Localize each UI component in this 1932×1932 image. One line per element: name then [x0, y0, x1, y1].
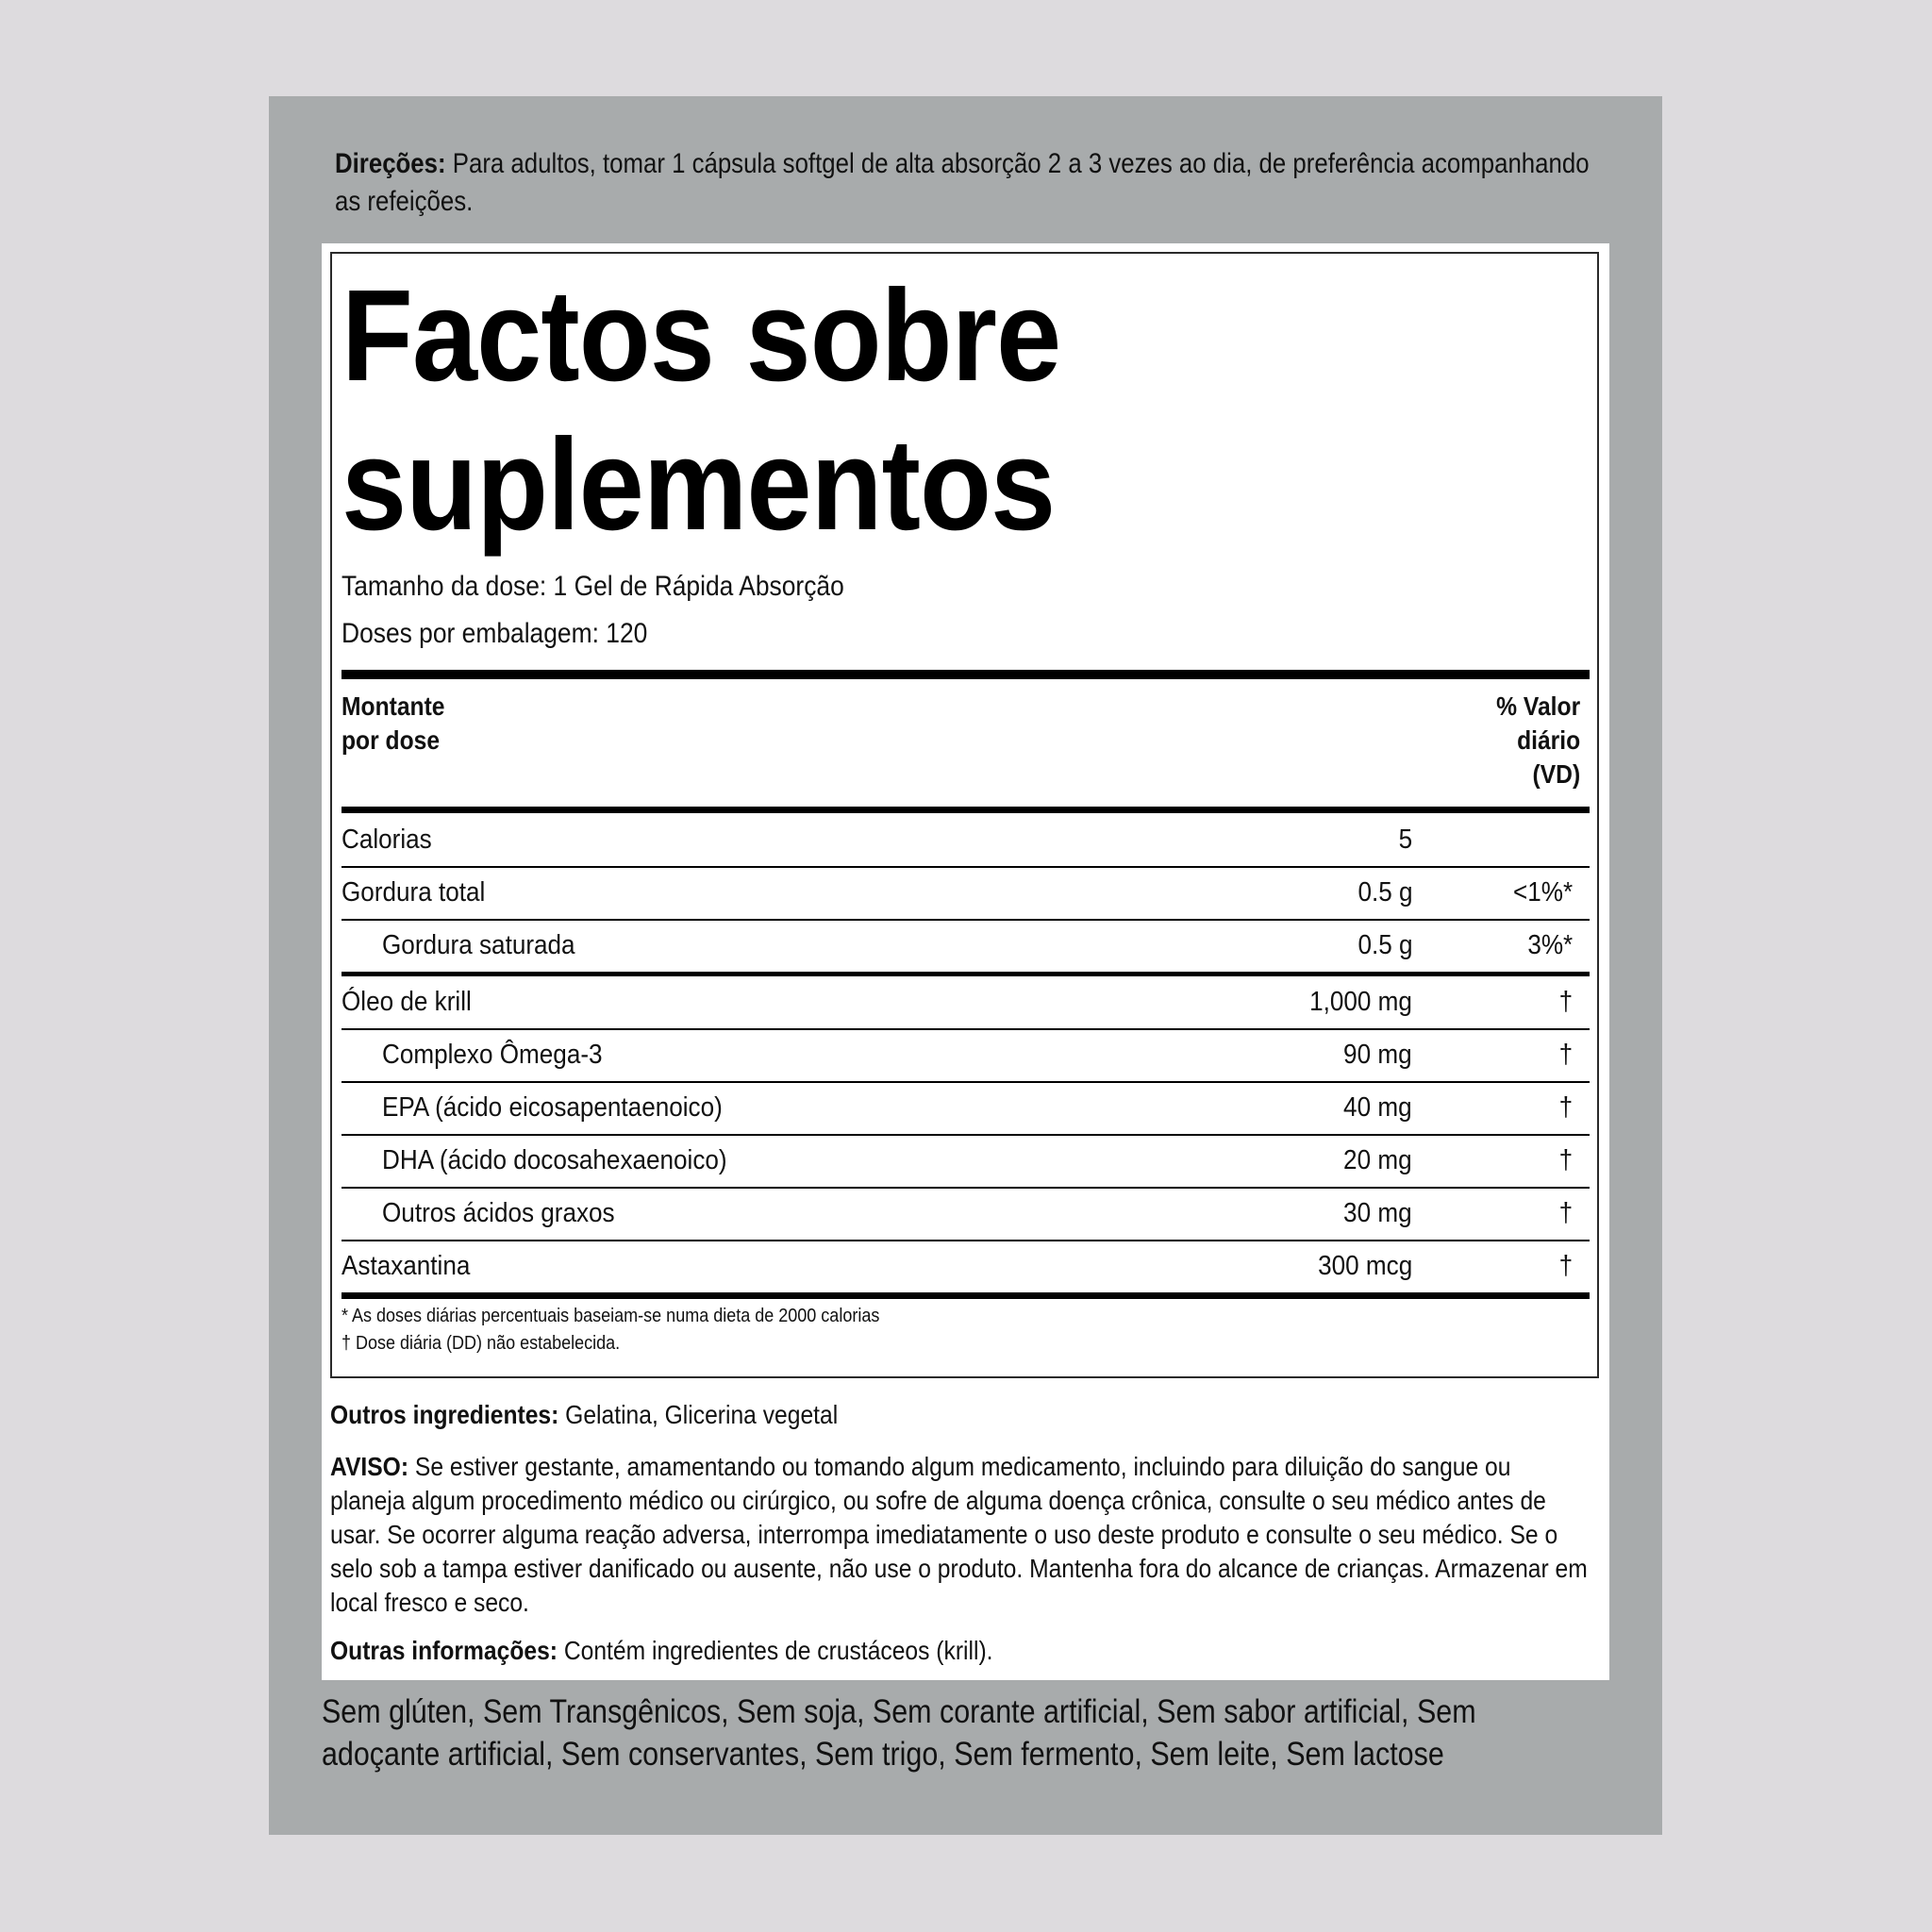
nutrient-dv: † — [1558, 987, 1573, 1017]
nutrient-amount: 0.5 g — [1357, 930, 1412, 960]
nutrient-dv: <1%* — [1512, 877, 1573, 908]
amount-per-serving-header — [341, 690, 445, 758]
other-information — [330, 1634, 1592, 1668]
directions-label: Direções: — [335, 148, 446, 179]
warning-label: AVISO: — [330, 1452, 409, 1481]
warning-text — [330, 1450, 1592, 1620]
nutrient-row — [341, 866, 1590, 919]
facts-title-line1: Factos sobre — [341, 263, 1061, 408]
nutrient-amount: 20 mg — [1343, 1145, 1412, 1175]
nutrient-name: Gordura saturada — [382, 930, 575, 960]
other-ingredients — [330, 1398, 1592, 1432]
nutrient-name: Gordura total — [341, 877, 486, 908]
supplement-facts-box — [330, 252, 1599, 1378]
facts-title-line2: suplementos — [341, 412, 1056, 558]
nutrient-name: Calorias — [341, 824, 432, 855]
daily-value-header — [1496, 690, 1580, 791]
header-left-line1: Montante — [341, 691, 445, 721]
other-information-label: Outras informações: — [330, 1636, 558, 1665]
nutrient-dv: † — [1558, 1251, 1573, 1281]
nutrient-dv: 3%* — [1527, 930, 1573, 960]
nutrient-dv: † — [1558, 1092, 1573, 1123]
medium-rule — [341, 1292, 1590, 1299]
nutrient-row — [341, 919, 1590, 972]
nutrient-amount: 1,000 mg — [1309, 987, 1412, 1017]
nutrient-dv: † — [1558, 1198, 1573, 1228]
facts-title — [341, 261, 1445, 559]
directions-body: Para adultos, tomar 1 cápsula softgel de alta absorção 2 a 3 vezes ao dia, de preferência acompanhando as refeições. — [335, 148, 1590, 217]
nutrient-amount: 300 mcg — [1317, 1251, 1412, 1281]
nutrient-row — [341, 1028, 1590, 1081]
nutrient-name: Complexo Ômega-3 — [382, 1040, 603, 1070]
directions-text — [335, 145, 1601, 221]
servings-per-container: Doses por embalagem: 120 — [341, 618, 648, 649]
other-ingredients-label: Outros ingredientes: — [330, 1400, 559, 1429]
serving-size: Tamanho da dose: 1 Gel de Rápida Absorção — [341, 571, 844, 602]
nutrient-row — [341, 1187, 1590, 1240]
nutrient-name: Outros ácidos graxos — [382, 1198, 615, 1228]
footnotes — [341, 1303, 879, 1357]
nutrient-amount: 40 mg — [1343, 1092, 1412, 1123]
nutrient-row — [341, 975, 1590, 1028]
nutrient-dv: † — [1558, 1040, 1573, 1070]
nutrient-name: EPA (ácido eicosapentaenoico) — [382, 1092, 723, 1123]
medium-rule — [341, 807, 1590, 813]
label-white-box — [322, 243, 1609, 1680]
other-information-text: Contém ingredientes de crustáceos (krill). — [557, 1636, 993, 1665]
footnote-dagger: † Dose diária (DD) não estabelecida. — [341, 1333, 621, 1354]
header-right-line2: diário — [1516, 725, 1580, 755]
label-panel — [269, 96, 1662, 1835]
nutrient-dv: † — [1558, 1145, 1573, 1175]
nutrient-row — [341, 1134, 1590, 1187]
nutrient-name: DHA (ácido docosahexaenoico) — [382, 1145, 727, 1175]
header-right-line1: % Valor — [1495, 691, 1580, 721]
nutrient-row — [341, 1240, 1590, 1292]
other-ingredients-text: Gelatina, Glicerina vegetal — [558, 1400, 839, 1429]
warning-body: Se estiver gestante, amamentando ou tomando algum medicamento, incluindo para diluição do sangue ou planeja algum procedimento médico ou cirúrgico, ou sofre de alguma doença crônica, consulte o seu médico antes de usar. Se ocorrer alguma reação adversa, interrompa imediatamente o uso deste produto e consulte o seu médico. Se o selo sob a tampa estiver danificado ou ausente, não use o produto. Mantenha fora do alcance de crianças. Armazenar em local fresco e seco. — [330, 1452, 1588, 1617]
nutrient-amount: 90 mg — [1343, 1040, 1412, 1070]
nutrient-amount: 0.5 g — [1357, 877, 1412, 908]
nutrient-name: Astaxantina — [341, 1251, 471, 1281]
thick-rule — [341, 670, 1590, 679]
header-left-line2: por dose — [341, 725, 441, 755]
nutrient-amount: 5 — [1398, 824, 1412, 855]
free-from-statement: Sem glúten, Sem Transgênicos, Sem soja, Sem corante artificial, Sem sabor artificial, Sem adoçante artificial, Sem conservantes, Sem trigo, Sem fermento, Sem leite, Sem lactose — [322, 1693, 1476, 1773]
footnote-daily-value: * As doses diárias percentuais baseiam-se numa dieta de 2000 calorias — [341, 1306, 880, 1326]
header-right-line3: (VD) — [1532, 759, 1580, 789]
nutrient-row — [341, 813, 1590, 866]
nutrient-row — [341, 1081, 1590, 1134]
nutrient-name: Óleo de krill — [341, 987, 472, 1017]
nutrient-amount: 30 mg — [1343, 1198, 1412, 1228]
